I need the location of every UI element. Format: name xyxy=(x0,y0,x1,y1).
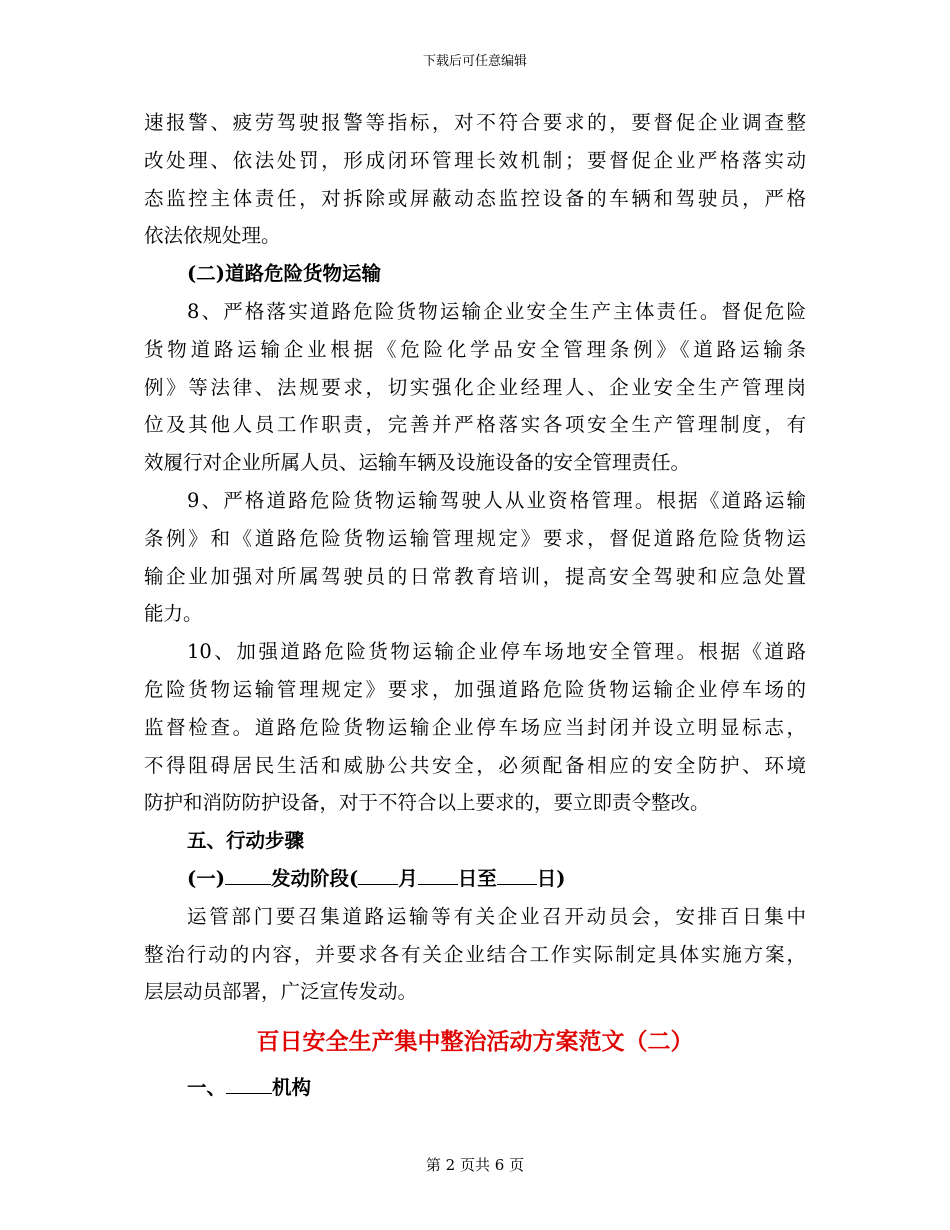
page-footer: 第 2 页共 6 页 xyxy=(425,1156,525,1174)
text-line: 9、严格道路危险货物运输驾驶人从业资格管理。根据《道路运输 xyxy=(187,488,806,512)
text-line: 防护和消防防护设备，对于不符合以上要求的，要立即责令整改。 xyxy=(144,791,710,815)
blank-underline xyxy=(358,860,398,885)
item-10-paragraph xyxy=(144,633,806,822)
blank-underline xyxy=(226,1069,272,1094)
page-header: 下载后可任意编辑 xyxy=(422,54,527,69)
document-title: 百日安全生产集中整治活动方案范文（二） xyxy=(256,1028,694,1056)
blank-underline xyxy=(418,860,458,885)
stage-heading xyxy=(144,860,806,898)
section-prefix: 一、 xyxy=(187,1076,227,1100)
stage-1-paragraph xyxy=(144,898,806,1011)
blank-underline xyxy=(497,860,537,885)
text-line: 不得阻碍居民生活和威胁公共安全，必须配备相应的安全防护、环境 xyxy=(144,753,806,777)
item-8-paragraph xyxy=(144,293,806,482)
text-line: 速报警、疲劳驾驶报警等指标，对不符合要求的，要督促企业调查整 xyxy=(144,111,806,134)
text-line: 条例》和《道路危险货物运输管理规定》要求，督促道路危险货物运 xyxy=(144,526,806,550)
section-suffix: 机构 xyxy=(272,1076,312,1100)
section-heading xyxy=(144,1069,806,1107)
text-line: 能力。 xyxy=(144,602,203,626)
blank-underline xyxy=(225,860,271,885)
text-line: 运管部门要召集道路运输等有关企业召开动员会，安排百日集中 xyxy=(187,904,806,928)
section-heading: (二)道路危险货物运输 xyxy=(187,262,381,286)
text-line: 危险货物运输管理规定》要求，加强道路危险货物运输企业停车场的 xyxy=(144,677,806,701)
text-line: 10、加强道路危险货物运输企业停车场地安全管理。根据《道路 xyxy=(187,640,806,664)
text-line: 8、严格落实道路危险货物运输企业安全生产主体责任。督促危险 xyxy=(187,299,806,323)
text-line: 例》等法律、法规要求，切实强化企业经理人、企业安全生产管理岗 xyxy=(144,375,806,399)
text-line: 改处理、依法处罚，形成闭环管理长效机制；要督促企业严格落实动 xyxy=(144,148,806,172)
text-line: 依法依规处理。 xyxy=(144,224,281,248)
stage-phase: 发动阶段( xyxy=(270,866,359,890)
paragraph-continued xyxy=(144,104,806,255)
text-line: 效履行对企业所属人员、运输车辆及设施设备的安全管理责任。 xyxy=(144,451,691,475)
document-body xyxy=(144,104,806,1107)
text-line: 货物道路运输企业根据《危险化学品安全管理条例》《道路运输条 xyxy=(144,337,806,361)
text-line: 位及其他人员工作职责，完善并严格落实各项安全生产管理制度，有 xyxy=(144,413,806,437)
text-line: 整治行动的内容，并要求各有关企业结合工作实际制定具体实施方案， xyxy=(144,942,806,966)
text-line: 监督检查。道路危险货物运输企业停车场应当封闭并设立明显标志， xyxy=(144,715,806,739)
stage-month: 月 xyxy=(398,866,418,890)
text-line: 层层动员部署，广泛宣传发动。 xyxy=(144,980,418,1004)
stage-day-to: 日) xyxy=(536,866,566,890)
item-9-paragraph xyxy=(144,482,806,633)
text-line: 输企业加强对所属驾驶员的日常教育培训，提高安全驾驶和应急处置 xyxy=(144,564,806,588)
text-line: 态监控主体责任，对拆除或屏蔽动态监控设备的车辆和驾驶员，严格 xyxy=(144,186,806,210)
stage-prefix: (一) xyxy=(187,866,225,890)
stage-day-from: 日至 xyxy=(457,866,497,890)
section-heading: 五、行动步骤 xyxy=(187,829,305,853)
